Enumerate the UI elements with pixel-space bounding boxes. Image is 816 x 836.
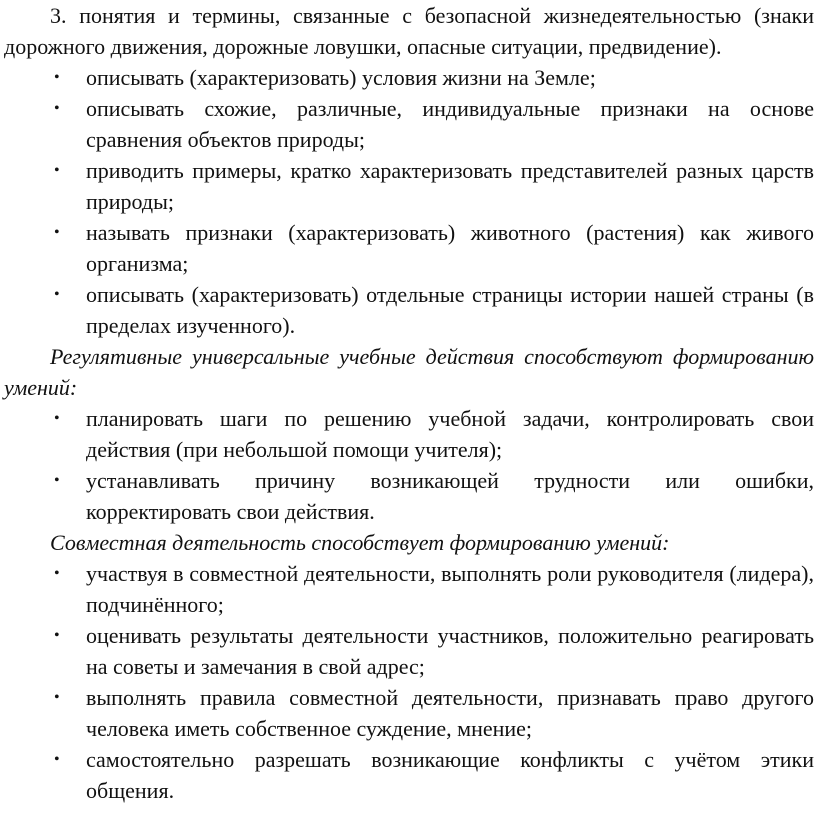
document-page: [4, 0, 814, 806]
list-item: [4, 465, 814, 527]
list-item-text: устанавливать причину возникающей трудности или ошибки, корректировать свои действия.: [86, 468, 814, 524]
bullet-icon: •: [54, 565, 60, 582]
list-item-text: описывать (характеризовать) условия жизни на Земле;: [86, 65, 596, 90]
list-item: [4, 403, 814, 465]
list-item-text: называть признаки (характеризовать) животного (растения) как живого организма;: [86, 220, 814, 276]
bullet-icon: •: [54, 224, 60, 241]
section-heading-regulatory: Регулятивные универсальные учебные действия способствуют формированию умений:: [4, 344, 814, 400]
bullet-list-regulatory: [4, 403, 814, 527]
list-item-text: приводить примеры, кратко характеризовать представителей разных царств природы;: [86, 158, 814, 214]
bullet-icon: •: [54, 69, 60, 86]
list-item-text: описывать схожие, различные, индивидуальные признаки на основе сравнения объектов природы;: [86, 96, 814, 152]
list-item-text: планировать шаги по решению учебной задачи, контролировать свои действия (при небольшой помощи учителя);: [86, 406, 814, 462]
list-item-text: выполнять правила совместной деятельности, признавать право другого человека иметь собственное суждение, мнение;: [86, 685, 814, 741]
list-item-text: самостоятельно разрешать возникающие конфликты с учётом этики общения.: [86, 747, 814, 803]
list-item: [4, 558, 814, 620]
list-item: [4, 155, 814, 217]
bullet-icon: •: [54, 410, 60, 427]
list-item: [4, 682, 814, 744]
bullet-icon: •: [54, 162, 60, 179]
bullet-list-knowledge: [4, 62, 814, 341]
list-item-text: описывать (характеризовать) отдельные страницы истории нашей страны (в пределах изученного).: [86, 282, 814, 338]
list-item: [4, 93, 814, 155]
bullet-icon: •: [54, 751, 60, 768]
list-item: [4, 279, 814, 341]
intro-paragraph: 3. понятия и термины, связанные с безопасной жизнедеятельностью (знаки дорожного движения, дорожные ловушки, опасные ситуации, предвидение).: [4, 3, 814, 59]
bullet-icon: •: [54, 627, 60, 644]
list-item: [4, 620, 814, 682]
list-item: [4, 744, 814, 806]
bullet-icon: •: [54, 286, 60, 303]
bullet-icon: •: [54, 689, 60, 706]
bullet-icon: •: [54, 472, 60, 489]
list-item-text: оценивать результаты деятельности участников, положительно реагировать на советы и замечания в свой адрес;: [86, 623, 814, 679]
bullet-icon: •: [54, 100, 60, 117]
bullet-list-joint-activity: [4, 558, 814, 806]
list-item-text: участвуя в совместной деятельности, выполнять роли руководителя (лидера), подчинённого;: [86, 561, 814, 617]
list-item: [4, 62, 814, 93]
list-item: [4, 217, 814, 279]
section-heading-joint-activity: Совместная деятельность способствует формированию умений:: [50, 530, 670, 555]
